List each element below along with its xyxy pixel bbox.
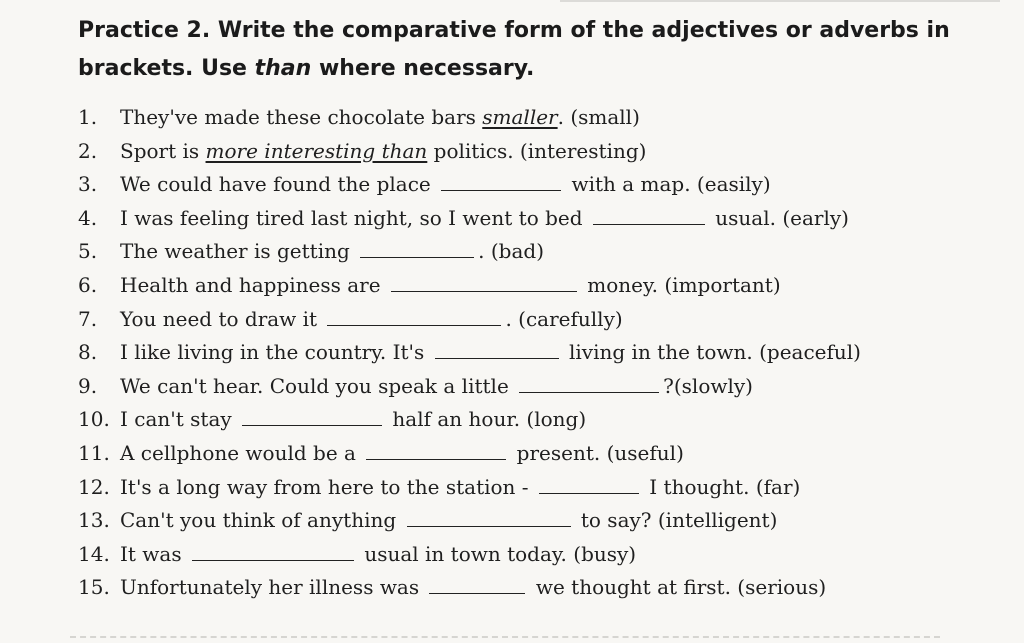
item-text-before: A cellphone would be a	[120, 440, 363, 465]
filled-answer: more interesting than	[205, 138, 428, 163]
item-number: 2.	[78, 138, 98, 163]
item-text-before: Unfortunately her illness was	[120, 575, 426, 600]
item-number: 5.	[78, 239, 98, 264]
item-text-before: I was feeling tired last night, so I went to bed	[120, 205, 589, 230]
item-text-after: . (bad)	[478, 239, 544, 264]
item-text-after: politics. (interesting)	[427, 138, 647, 163]
answer-blank[interactable]	[539, 473, 639, 494]
item-number: 9.	[78, 373, 98, 398]
answer-blank[interactable]	[242, 405, 382, 426]
exercise-heading	[78, 12, 978, 88]
item-text-before: It was	[120, 541, 188, 566]
item-text-after: ?(slowly)	[663, 373, 753, 398]
item-text-after: . (small)	[557, 105, 640, 129]
cropped-text-edge	[70, 636, 940, 642]
item-text-after: we thought at first. (serious)	[529, 575, 827, 600]
answer-blank[interactable]	[366, 439, 506, 460]
item-text-after: half an hour. (long)	[386, 407, 587, 432]
exercise-item	[78, 101, 998, 135]
item-text-before: Can't you think of anything	[120, 508, 403, 533]
item-text-after: usual in town today. (busy)	[357, 541, 637, 566]
exercise-item	[78, 235, 998, 269]
exercise-item	[78, 135, 998, 169]
item-number: 8.	[78, 340, 98, 365]
item-text-after: I thought. (far)	[642, 474, 801, 499]
answer-blank[interactable]	[441, 170, 561, 191]
exercise-item	[78, 471, 998, 505]
item-number: 11.	[78, 440, 110, 465]
exercise-item	[78, 504, 998, 538]
heading-emphasis: than	[254, 56, 312, 81]
item-text-before: Sport is	[120, 138, 206, 163]
exercise-item	[78, 303, 998, 337]
item-text-after: to say? (intelligent)	[574, 508, 778, 533]
exercise-item	[78, 403, 998, 437]
item-text-before: I like living in the country. It's	[120, 340, 431, 365]
item-number: 10.	[78, 407, 110, 432]
answer-blank[interactable]	[429, 573, 525, 594]
answer-blank[interactable]	[360, 237, 474, 258]
exercise-item	[78, 336, 998, 370]
item-text-before: Health and happiness are	[120, 272, 387, 297]
answer-blank[interactable]	[519, 372, 659, 393]
item-text-before: It's a long way from here to the station -	[120, 474, 535, 499]
item-number: 1.	[78, 105, 98, 129]
filled-answer: smaller	[482, 105, 558, 129]
answer-blank[interactable]	[192, 540, 354, 561]
answer-blank[interactable]	[407, 506, 571, 527]
item-number: 14.	[78, 541, 110, 566]
heading-text-part1: Practice 2. Write the comparative form of the adjectives or adverbs in brackets. Use	[78, 18, 950, 81]
exercise-item	[78, 168, 998, 202]
cropped-text-edge	[560, 0, 1000, 8]
item-number: 12.	[78, 474, 110, 499]
answer-blank[interactable]	[327, 305, 501, 326]
item-text-after: money. (important)	[580, 272, 781, 297]
exercise-item	[78, 370, 998, 404]
item-text-after: usual. (early)	[708, 205, 849, 230]
exercise-item	[78, 202, 998, 236]
item-number: 3.	[78, 172, 98, 197]
answer-blank[interactable]	[593, 204, 705, 225]
item-number: 13.	[78, 508, 110, 533]
item-text-before: I can't stay	[120, 407, 239, 432]
exercise-item	[78, 269, 998, 303]
exercise-item	[78, 538, 998, 572]
heading-text-part2: where necessary.	[311, 56, 535, 81]
exercise-item	[78, 571, 998, 605]
exercise-item	[78, 437, 998, 471]
item-number: 4.	[78, 205, 98, 230]
item-text-before: The weather is getting	[120, 239, 357, 264]
item-text-before: You need to draw it	[120, 306, 324, 331]
item-text-after: with a map. (easily)	[565, 172, 771, 197]
answer-blank[interactable]	[391, 271, 577, 292]
item-text-after: living in the town. (peaceful)	[562, 340, 861, 365]
item-text-before: We could have found the place	[120, 172, 438, 197]
item-text-after: present. (useful)	[510, 440, 684, 465]
item-text-before: They've made these chocolate bars	[120, 105, 483, 129]
item-text-before: We can't hear. Could you speak a little	[120, 373, 516, 398]
answer-blank[interactable]	[435, 338, 559, 359]
exercise-list	[78, 101, 998, 605]
item-number: 15.	[78, 575, 110, 600]
item-number: 6.	[78, 272, 98, 297]
item-text-after: . (carefully)	[505, 306, 623, 331]
item-number: 7.	[78, 306, 98, 331]
